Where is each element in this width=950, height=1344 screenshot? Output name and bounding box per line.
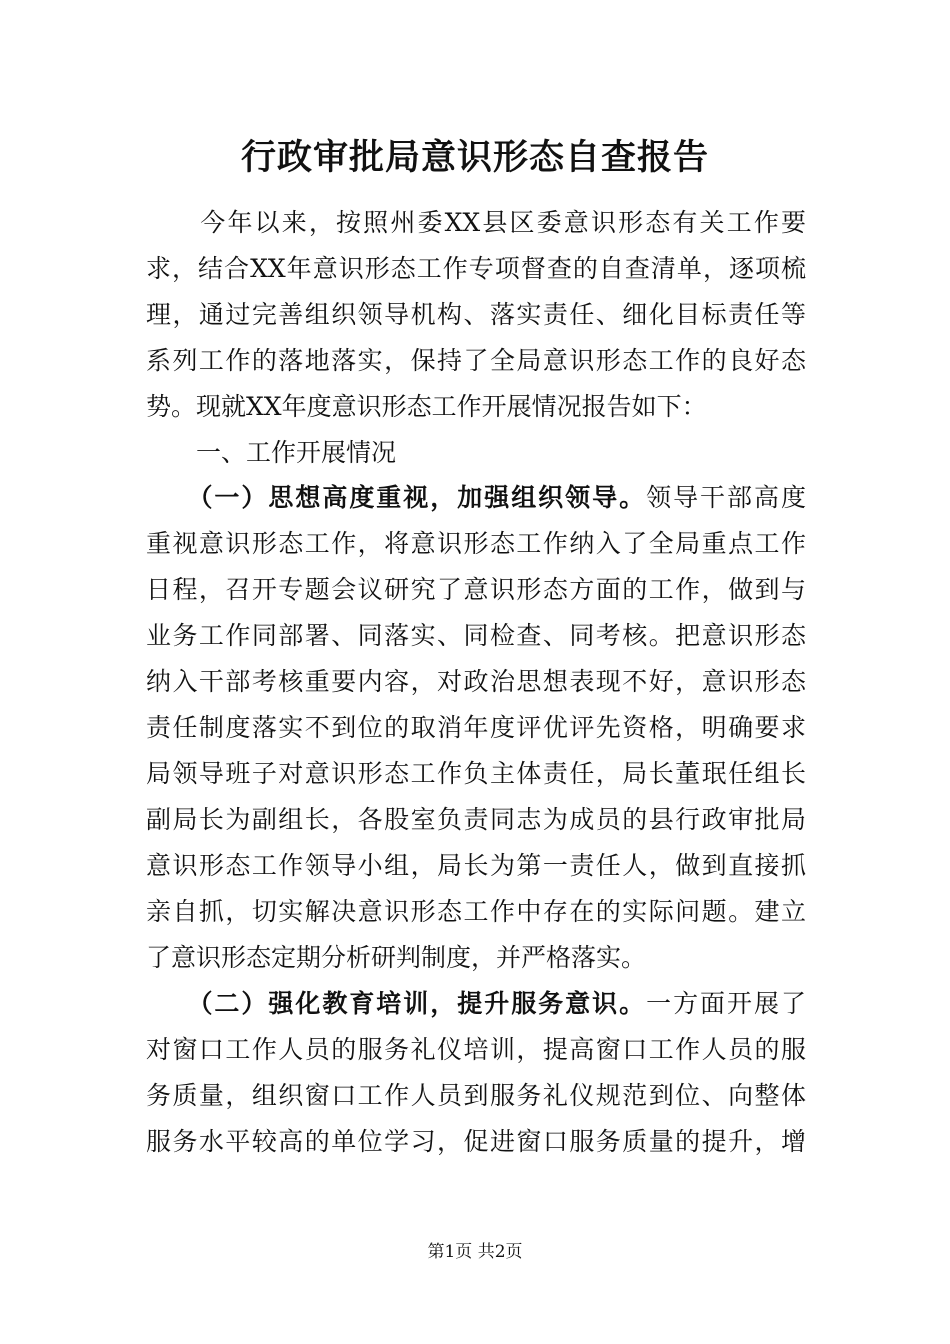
paragraph-line: 系列工作的落地落实，保持了全局意识形态工作的良好态 <box>146 346 806 375</box>
paragraph-line: 意识形态工作领导小组，局长为第一责任人，做到直接抓 <box>146 851 806 880</box>
paragraph-line: 服务水平较高的单位学习，促进窗口服务质量的提升，增 <box>146 1127 806 1156</box>
subsection-heading: （一）思想高度重视，加强组织领导。 <box>146 483 647 512</box>
paragraph-line: 对窗口工作人员的服务礼仪培训，提高窗口工作人员的服 <box>146 1035 806 1064</box>
paragraph-line: 求，结合XX年意识形态工作专项督查的自查清单，逐项梳 <box>146 254 806 283</box>
paragraph-line: 亲自抓，切实解决意识形态工作中存在的实际问题。建立 <box>146 897 806 926</box>
paragraph-line: 重视意识形态工作，将意识形态工作纳入了全局重点工作 <box>146 529 806 558</box>
document-title: 行政审批局意识形态自查报告 <box>240 137 709 178</box>
subsection-heading: （二）强化教育培训，提升服务意识。 <box>146 989 647 1018</box>
paragraph-line: 业务工作同部署、同落实、同检查、同考核。把意识形态 <box>146 621 806 650</box>
paragraph-text: 一方面开展了 <box>646 989 806 1018</box>
paragraph-line: 了意识形态定期分析研判制度，并严格落实。 <box>146 943 647 972</box>
paragraph-text: 领导干部高度 <box>646 483 806 512</box>
paragraph-line: 今年以来，按照州委XX县区委意识形态有关工作要 <box>146 208 806 237</box>
paragraph-line: 理，通过完善组织领导机构、落实责任、细化目标责任等 <box>146 300 806 329</box>
page-footer: 第1页 共2页 <box>427 1242 523 1262</box>
paragraph-line: 局领导班子对意识形态工作负主体责任，局长董珉任组长 <box>146 759 806 788</box>
paragraph-line <box>146 475 806 521</box>
paragraph-line <box>146 981 806 1027</box>
paragraph-line: 日程，召开专题会议研究了意识形态方面的工作，做到与 <box>146 575 806 604</box>
paragraph-line: 务质量，组织窗口工作人员到服务礼仪规范到位、向整体 <box>146 1081 806 1110</box>
paragraph-line: 势。现就XX年度意识形态工作开展情况报告如下： <box>146 392 707 421</box>
section-heading: 一、工作开展情况 <box>146 438 397 467</box>
paragraph-line: 责任制度落实不到位的取消年度评优评先资格，明确要求 <box>146 713 806 742</box>
paragraph-line: 纳入干部考核重要内容，对政治思想表现不好，意识形态 <box>146 667 806 696</box>
paragraph-line: 副局长为副组长，各股室负责同志为成员的县行政审批局 <box>146 805 806 834</box>
